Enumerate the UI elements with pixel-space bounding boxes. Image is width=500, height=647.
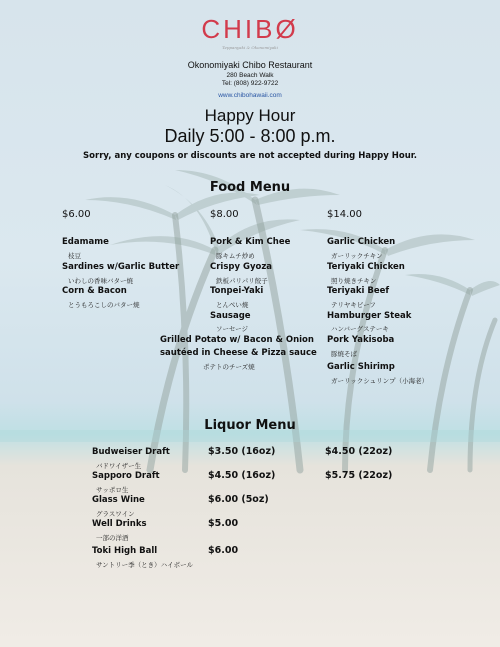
food-menu-title: Food Menu [209,180,291,195]
liquor-price: $4.50 (16oz) [208,470,276,481]
liquor-price: $6.00 (5oz) [208,494,269,505]
food-item: Teriyaki Beef [327,286,390,296]
liquor-price-large: $5.75 (22oz) [325,470,393,481]
food-item: Garlic Shirimp [327,362,395,372]
liquor-menu-title: Liquor Menu [204,418,296,433]
liquor-price-large: $4.50 (22oz) [325,446,393,457]
food-item-jp: 枝豆 [68,252,81,260]
food-item-jp: 豚キムチ炒め [216,252,255,260]
food-item-jp: とんぺい焼 [216,301,249,309]
price-tier-6: $6.00 [62,209,91,220]
liquor-item: Budweiser Draft [92,447,170,457]
liquor-price: $6.00 [208,545,239,556]
food-item-jp: ガーリックシュリンプ（小海老） [331,377,429,385]
liquor-item: Well Drinks [92,519,147,529]
restaurant-name: Okonomiyaki Chibo Restaurant [187,60,313,70]
food-item: Pork & Kim Chee [210,237,291,247]
food-item: Garlic Chicken [327,237,396,247]
food-item-jp: 照り焼きチキン [331,277,377,285]
chibo-logo: CHIBØ [201,14,299,44]
website-link[interactable]: www.chibohawaii.com [218,92,282,99]
food-item-jp: ハンバーグステーキ [331,325,389,333]
liquor-item-jp: グラスワイン [96,510,135,518]
food-item: Teriyaki Chicken [327,262,405,272]
liquor-item-jp: 一部の洋酒 [96,534,129,542]
food-item: Corn & Bacon [62,286,127,296]
happy-hour-note: Sorry, any coupons or discounts are not accepted during Happy Hour. [83,151,417,161]
liquor-item-jp: サントリー季（とき）ハイボール [96,561,194,569]
food-item: Crispy Gyoza [210,262,273,272]
liquor-item: Toki High Ball [92,546,158,556]
liquor-item-jp: バドワイザー生 [96,462,142,470]
happy-hour-title: Happy Hour [204,106,296,125]
food-item-jp: とうもろこしのバター焼 [68,301,140,309]
food-item: Hamburger Steak [327,311,412,321]
food-item-jp: ソーセージ [216,325,248,333]
food-item: Grilled Potato w/ Bacon & Onion [160,335,314,345]
food-item-line2: sautéed in Cheese & Pizza sauce [160,348,317,358]
happy-hour-time: Daily 5:00 - 8:00 p.m. [164,126,336,146]
food-item-jp: 豚焼そば [331,350,357,358]
food-item: Edamame [62,237,109,247]
liquor-item-jp: サッポロ生 [96,486,129,494]
food-item-jp: いわしの香味バター焼 [68,277,133,285]
food-item: Sardines w/Garlic Butter [62,262,180,272]
liquor-item: Glass Wine [92,495,145,505]
restaurant-phone: Tel: (808) 922-9722 [221,80,279,87]
food-item-jp: ガーリックチキン [331,252,383,260]
food-item-jp: 鉄板パリパリ餃子 [216,277,268,285]
price-tier-8: $8.00 [210,209,239,220]
food-item: Pork Yakisoba [327,335,395,345]
food-item: Sausage [210,311,251,321]
food-item-jp: ポテトのチーズ焼 [203,363,255,371]
logo-tagline: Teppanyaki & Okonomiyaki [222,45,278,50]
food-item-jp: テリヤキビーフ [331,301,376,309]
liquor-price: $3.50 (16oz) [208,446,276,457]
food-item: Tonpei-Yaki [210,286,264,296]
price-tier-14: $14.00 [327,209,362,220]
liquor-item: Sapporo Draft [92,471,160,481]
liquor-price: $5.00 [208,518,239,529]
restaurant-address: 280 Beach Walk [226,72,274,79]
